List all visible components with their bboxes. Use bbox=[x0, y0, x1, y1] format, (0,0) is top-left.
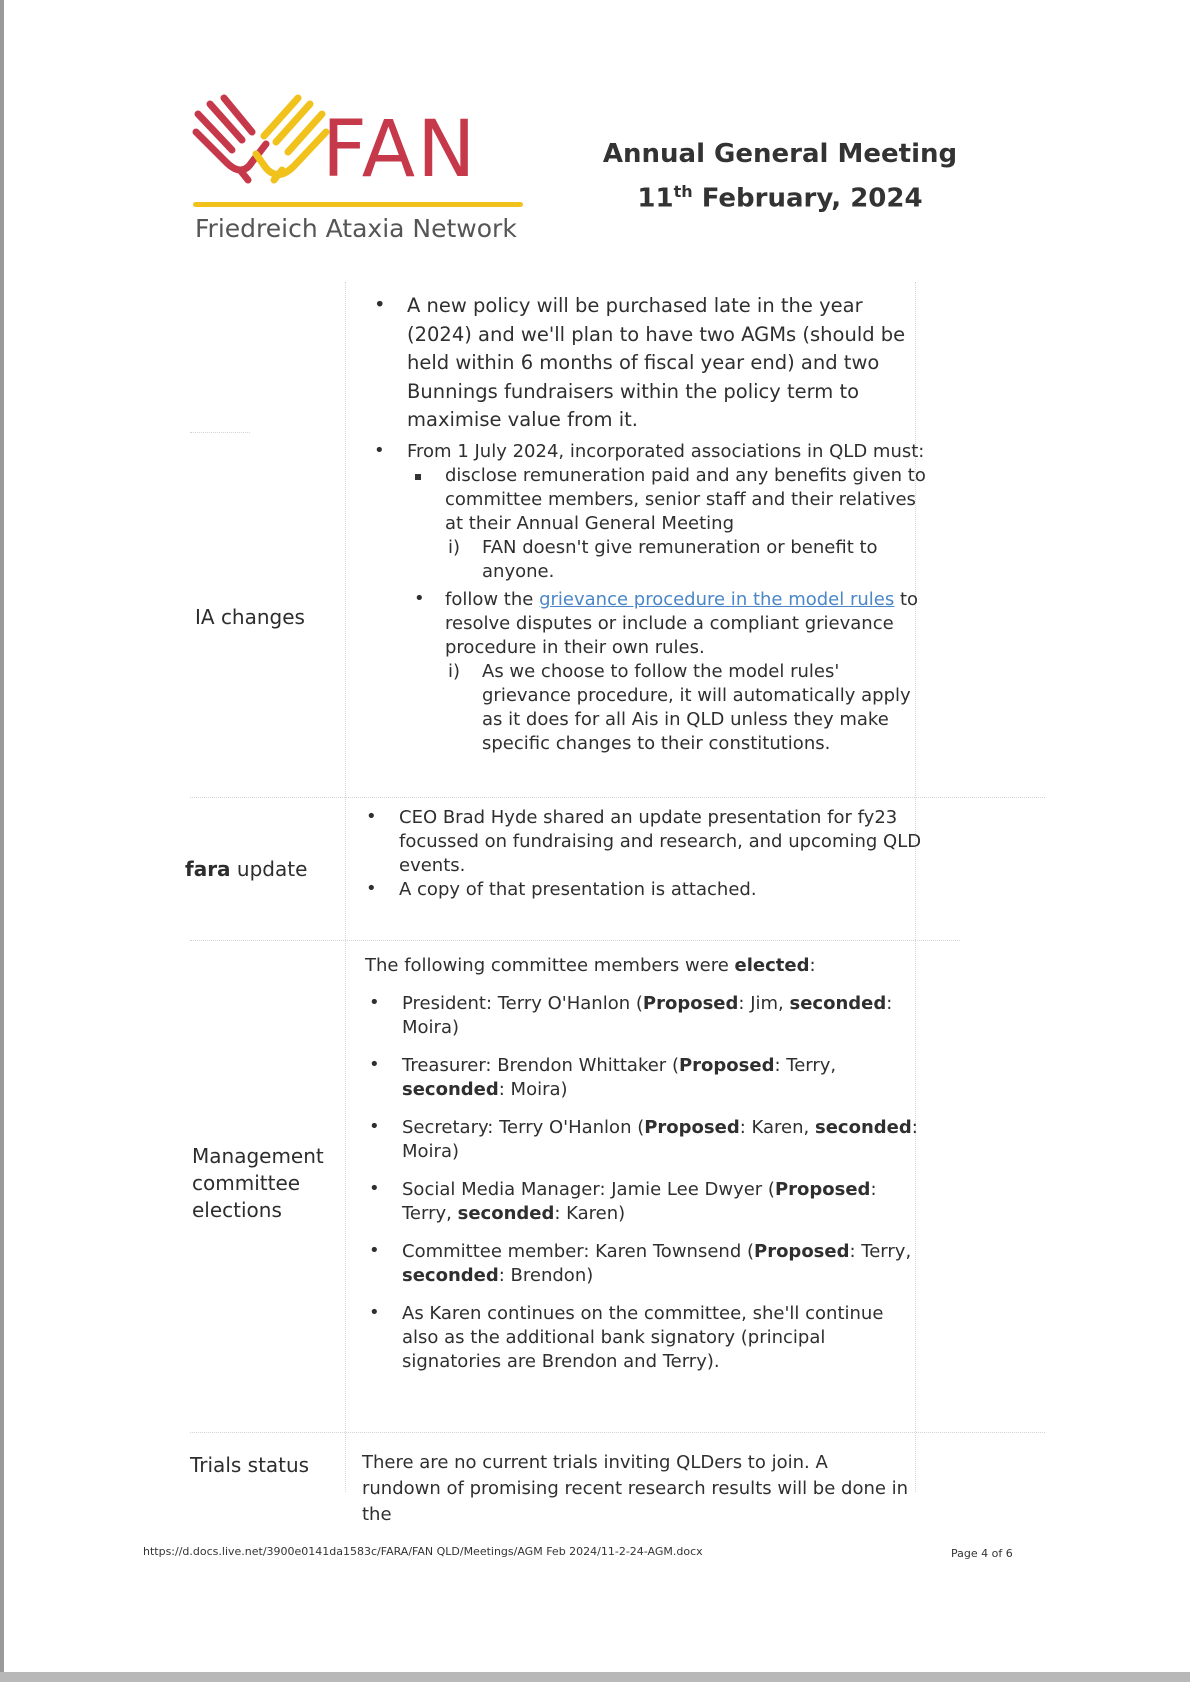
footer-file-path: https://d.docs.live.net/3900e0141da1583c/FARA/FAN QLD/Meetings/AGM Feb 2024/11-2-24-AGM.docx bbox=[143, 1545, 703, 1558]
page-number: Page 4 of 6 bbox=[951, 1547, 1013, 1560]
list-item: • follow the grievance procedure in the model rules to resolve disputes or include a compliant grievance procedure in their own rules. bbox=[370, 588, 930, 660]
list-item: • As Karen continues on the committee, she'll continue also as the additional bank signatory (principal signatories are Brendon and Terry). bbox=[365, 1302, 920, 1374]
list-item: • Treasurer: Brendon Whittaker (Proposed: Terry, seconded: Moira) bbox=[365, 1054, 920, 1102]
list-item: • Social Media Manager: Jamie Lee Dwyer (Proposed: Terry, seconded: Karen) bbox=[365, 1178, 920, 1226]
management-elections-content bbox=[365, 954, 920, 1374]
list-item: • CEO Brad Hyde shared an update presentation for fy23 focussed on fundraising and research, and upcoming QLD events. bbox=[362, 806, 922, 878]
row-divider bbox=[190, 797, 1045, 798]
trials-status-label: Trials status bbox=[190, 1453, 310, 1477]
scan-edge bbox=[0, 1672, 1190, 1682]
list-item: i) As we choose to follow the model rules' grievance procedure, it will automatically apply as it does for all Ais in QLD unless they make specific changes to their constitutions. bbox=[448, 661, 911, 754]
policy-row bbox=[370, 292, 925, 435]
fara-update-label: fara update bbox=[185, 857, 308, 881]
logo-text: FAN bbox=[322, 105, 478, 195]
row-divider bbox=[190, 432, 250, 433]
scan-edge bbox=[0, 0, 4, 1682]
org-name: Friedreich Ataxia Network bbox=[195, 214, 517, 243]
list-item: • Secretary: Terry O'Hanlon (Proposed: Karen, seconded: Moira) bbox=[365, 1116, 920, 1164]
list-item: • From 1 July 2024, incorporated associations in QLD must: bbox=[370, 440, 930, 464]
management-elections-label: Management committee elections bbox=[192, 1144, 324, 1222]
ia-changes-label: IA changes bbox=[195, 605, 305, 629]
list-item: • Committee member: Karen Townsend (Proposed: Terry, seconded: Brendon) bbox=[365, 1240, 920, 1288]
list-item: i) FAN doesn't give remuneration or benefit to anyone. bbox=[448, 537, 878, 582]
list-item: • A copy of that presentation is attached. bbox=[362, 878, 922, 902]
title-line: Annual General Meeting bbox=[602, 139, 958, 169]
meeting-title bbox=[600, 136, 960, 218]
list-item: disclose remuneration paid and any benefits given to committee members, senior staff and their relatives at their Annual General Meeting bbox=[370, 464, 930, 536]
logo-underline bbox=[193, 202, 523, 207]
column-divider bbox=[345, 282, 346, 1492]
row-divider bbox=[190, 1432, 1045, 1433]
trials-status-content: There are no current trials inviting QLDers to join. A rundown of promising recent research results will be done in the bbox=[362, 1452, 909, 1525]
ia-changes-content bbox=[370, 440, 930, 756]
list-item: • A new policy will be purchased late in the year (2024) and we'll plan to have two AGMs (should be held within 6 months of fiscal year end) and two Bunnings fundraisers within the policy term to maximise value from it. bbox=[370, 292, 925, 435]
meeting-date: 11th February, 2024 bbox=[637, 182, 923, 214]
row-divider bbox=[190, 940, 960, 941]
elections-intro: The following committee members were elected: bbox=[365, 955, 816, 976]
fara-update-content bbox=[362, 806, 922, 902]
list-item: • President: Terry O'Hanlon (Proposed: Jim, seconded: Moira) bbox=[365, 992, 920, 1040]
grievance-procedure-link[interactable]: grievance procedure in the model rules bbox=[539, 589, 895, 610]
